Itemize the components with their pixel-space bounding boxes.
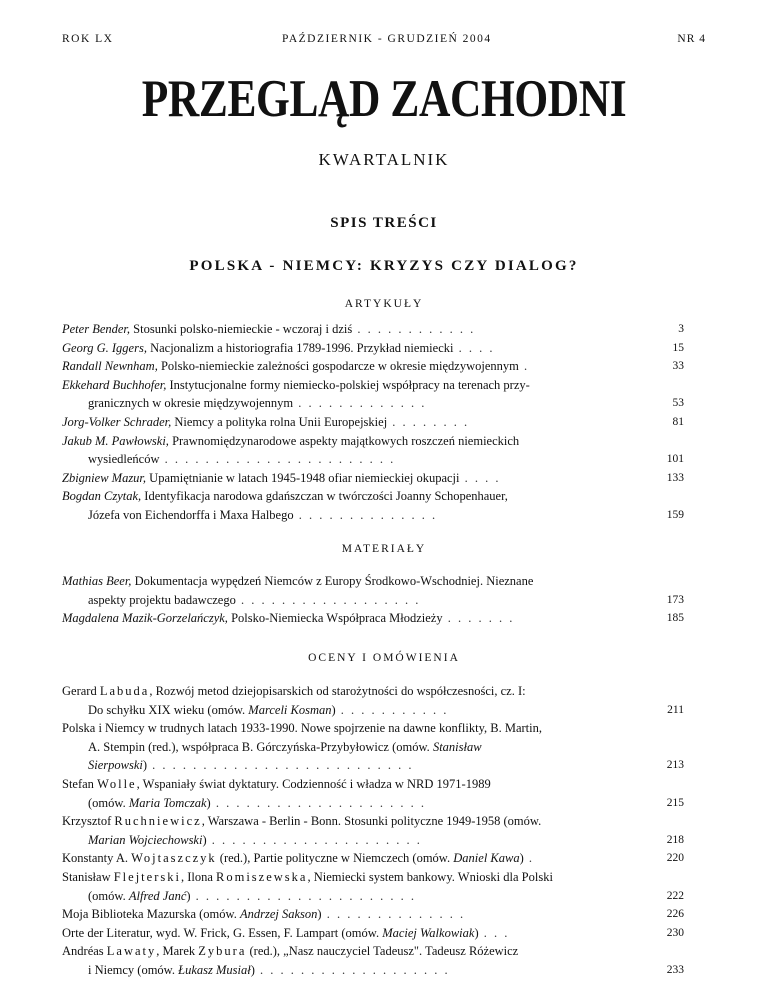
- entry-title-text: ): [206, 795, 211, 810]
- dot-leader: . . . . . . . . . . . . . . . . . . . . . . .: [159, 452, 396, 467]
- entry-title-text: Andréas: [62, 944, 107, 959]
- journal-title: PRZEGLĄD ZACHODNI: [141, 70, 627, 128]
- author-name: Sierpowski: [88, 758, 143, 773]
- dot-leader: . . . . . . . .: [387, 414, 470, 429]
- toc-entry-line: [62, 719, 684, 738]
- volume-label: ROK LX: [62, 33, 114, 45]
- page-number: 218: [666, 833, 684, 846]
- toc-entry-text: [62, 487, 684, 506]
- toc-entry-text: [62, 591, 684, 610]
- dot-leader: . . . . . . . . . . . . . . . . . . . . . .: [190, 888, 417, 903]
- toc-entry-line: [62, 357, 684, 376]
- toc-entry-text: [62, 924, 684, 943]
- page-number: 220: [666, 852, 684, 865]
- dot-leader: . . . . . . . . . . . . . . . . . . . . .: [206, 832, 422, 847]
- toc-entry-text: [62, 961, 684, 980]
- entry-title-text: aspekty projektu badawczego: [88, 592, 236, 607]
- toc-entry-line: [62, 339, 684, 358]
- entry-title-text: , Ilona: [180, 869, 217, 884]
- toc-entry-line: [62, 609, 684, 628]
- dot-leader: . . . . . . . . . . . . . . . . . .: [235, 592, 421, 607]
- page-number: 233: [666, 963, 684, 976]
- entry-title-text: ): [331, 702, 336, 717]
- toc-entry-line: [62, 905, 684, 924]
- entry-title-text: , Warszawa - Berlin - Bonn. Stosunki polityczne 1949-1958 (omów.: [201, 814, 542, 829]
- toc-entry-line: [62, 887, 684, 906]
- toc-entry-text: [62, 376, 684, 395]
- author-name: Bogdan Czytak,: [62, 489, 142, 504]
- author-surname: Wolle: [97, 776, 137, 791]
- entry-title-text: Stefan: [62, 776, 98, 791]
- toc-entry-line: [62, 794, 684, 813]
- author-name: Randall Newnham,: [62, 359, 158, 374]
- author-name: Marian Wojciechowski: [88, 832, 203, 847]
- entry-title-text: , Rozwój metod dziejopisarskich od starożytności do współczesności, cz. I:: [149, 684, 526, 698]
- page-number: 211: [667, 703, 684, 716]
- author-name: Jakub M. Pawłowski,: [62, 433, 169, 448]
- author-name: Zbigniew Mazur,: [62, 470, 147, 485]
- entry-title-text: , Niemiecki system bankowy. Wnioski dla Polski: [307, 869, 553, 884]
- dot-leader: . . . .: [453, 340, 495, 355]
- author-name: Jorg-Volker Schrader,: [62, 414, 172, 429]
- dot-leader: .: [523, 851, 535, 866]
- section-heading-reviews: OCENY I OMÓWIENIA: [308, 652, 460, 664]
- page-number: 185: [666, 612, 684, 625]
- journal-subtitle: KWARTALNIK: [318, 150, 450, 169]
- page-number: 230: [666, 926, 684, 939]
- dot-leader: . . . .: [459, 470, 501, 485]
- toc-entry-text: [62, 942, 684, 961]
- entry-title-text: wysiedleńców: [88, 452, 160, 467]
- contents-heading: SPIS TREŚCI: [330, 215, 438, 231]
- toc-entry-line: [62, 469, 684, 488]
- author-surname: Wojtaszczyk: [131, 851, 217, 866]
- entry-title-text: Upamiętnianie w latach 1945-1948 ofiar niemieckiej okupacji: [146, 470, 460, 485]
- toc-entry-line: [62, 572, 684, 591]
- author-name: Marceli Kosman: [248, 702, 332, 717]
- author-name: Maciej Walkowiak: [382, 925, 475, 940]
- author-surname: Zybura: [198, 944, 247, 959]
- page-number: 33: [672, 360, 684, 373]
- dot-leader: . . . . . . . . . . . .: [352, 322, 476, 336]
- toc-entry-line: [62, 738, 684, 757]
- page-number: 215: [666, 796, 684, 809]
- toc-entry-text: [62, 794, 684, 813]
- author-name: Peter Bender,: [62, 322, 131, 336]
- articles-list: [62, 320, 684, 525]
- toc-entry-text: [62, 320, 684, 339]
- toc-entry-line: [62, 487, 684, 506]
- toc-entry-text: [62, 719, 684, 738]
- toc-entry-line: [62, 682, 684, 701]
- page-number: 3: [678, 323, 684, 335]
- entry-title-text: Polsko-Niemiecka Współpraca Młodzieży: [227, 611, 443, 626]
- author-name: Georg G. Iggers,: [62, 340, 147, 355]
- entry-title-text: ): [519, 851, 524, 866]
- toc-entry-line: [62, 812, 684, 831]
- issue-date: PAŹDZIERNIK - GRUDZIEŃ 2004: [282, 33, 492, 45]
- toc-entry-text: [62, 432, 684, 451]
- dot-leader: .: [518, 359, 530, 374]
- dot-leader: . . . . . . . . . . . . .: [293, 396, 427, 411]
- dot-leader: . . . . . . . . . . . . . .: [293, 507, 438, 522]
- entry-title-text: Niemcy a polityka rolna Unii Europejskiej: [171, 414, 388, 429]
- author-name: Mathias Beer,: [62, 574, 132, 588]
- entry-title-text: Do schyłku XIX wieku (omów.: [88, 702, 249, 717]
- toc-entry-line: [62, 868, 684, 887]
- entry-title-text: ): [186, 888, 191, 903]
- entry-title-text: (omów.: [88, 888, 129, 903]
- toc-entry-text: [62, 905, 684, 924]
- entry-title-text: Dokumentacja wypędzeń Niemców z Europy Środkowo-Wschodniej. Nieznane: [131, 574, 534, 588]
- entry-title-text: Józefa von Eichendorffa i Maxa Halbego: [88, 507, 294, 522]
- toc-entry-text: [62, 738, 684, 757]
- dot-leader: . . . . . . . . . . . . . . . . . . . . . . . . . .: [147, 758, 414, 773]
- entry-title-text: Polsko-niemieckie zależności gospodarcze w okresie międzywojennym: [157, 359, 519, 374]
- author-name: Andrzej Sakson: [239, 907, 318, 922]
- toc-entry-line: [62, 376, 684, 395]
- entry-title-text: Konstanty A.: [62, 851, 132, 866]
- page-number: 133: [666, 471, 684, 484]
- entry-title-text: Instytucjonalne formy niemiecko-polskiej współpracy na terenach przy-: [166, 377, 530, 392]
- entry-title-text: granicznych w okresie międzywojennym: [88, 396, 294, 411]
- entry-title-text: Identyfikacja narodowa gdańszczan w twórczości Joanny Schopenhauer,: [141, 489, 508, 504]
- entry-title-text: ): [250, 962, 255, 977]
- author-name: Łukasz Musiał: [178, 962, 251, 977]
- toc-entry-text: [62, 701, 684, 720]
- toc-entry-text: [62, 413, 684, 432]
- toc-entry-line: [62, 320, 684, 339]
- page-number: 159: [666, 508, 684, 521]
- page-number: 222: [666, 889, 684, 902]
- entry-title-text: (omów.: [88, 795, 129, 810]
- toc-entry-text: [62, 756, 684, 775]
- toc-entry-text: [62, 868, 684, 887]
- entry-title-text: Gerard: [62, 684, 100, 698]
- toc-entry-text: [62, 357, 684, 376]
- author-surname: Ruchniewicz: [114, 814, 202, 829]
- entry-title-text: Prawnomiędzynarodowe aspekty majątkowych roszczeń niemieckich: [168, 433, 520, 448]
- toc-entry-line: [62, 849, 684, 868]
- toc-entry-text: [62, 469, 684, 488]
- dot-leader: . . . . . . . . . . . . . .: [321, 907, 466, 922]
- author-surname: Lawaty: [106, 944, 157, 959]
- dot-leader: . . . . . . . . . . . . . . . . . . .: [254, 962, 450, 977]
- issue-topic: POLSKA - NIEMCY: KRYZYS CZY DIALOG?: [189, 258, 579, 274]
- toc-entry-line: [62, 394, 684, 413]
- entry-title-text: A. Stempin (red.), współpraca B. Górczyńska-Przybyłowicz (omów.: [88, 739, 433, 754]
- author-surname: Flejterski: [113, 869, 181, 884]
- toc-entry-text: [62, 812, 684, 831]
- author-name: Stanisław: [432, 739, 482, 754]
- toc-entry-text: [62, 609, 684, 628]
- toc-entry-line: [62, 924, 684, 943]
- entry-title-text: Orte der Literatur, wyd. W. Frick, G. Essen, F. Lampart (omów.: [62, 925, 383, 940]
- toc-entry-line: [62, 591, 684, 610]
- toc-entry-line: [62, 756, 684, 775]
- toc-entry-text: [62, 394, 684, 413]
- entry-title-text: (red.), Partie polityczne w Niemczech (omów.: [216, 851, 454, 866]
- dot-leader: . . . . . . .: [442, 611, 515, 626]
- section-heading-materials: MATERIAŁY: [341, 543, 427, 555]
- toc-entry-text: [62, 831, 684, 850]
- entry-title-text: Nacjonalizm a historiografia 1789-1996. Przykład niemiecki: [146, 340, 454, 355]
- toc-entry-text: [62, 849, 684, 868]
- toc-entry-line: [62, 701, 684, 720]
- toc-entry-text: [62, 887, 684, 906]
- toc-entry-line: [62, 432, 684, 451]
- author-name: Ekkehard Buchhofer,: [62, 377, 167, 392]
- reviews-list: [62, 682, 684, 980]
- entry-title-text: ): [474, 925, 479, 940]
- toc-entry-line: [62, 506, 684, 525]
- entry-title-text: Moja Biblioteka Mazurska (omów.: [62, 907, 240, 922]
- toc-entry-line: [62, 775, 684, 794]
- entry-title-text: , Marek: [156, 944, 199, 959]
- page-number: 226: [666, 908, 684, 921]
- dot-leader: . . . . . . . . . . . . . . . . . . . . .: [210, 795, 426, 810]
- entry-title-text: ): [142, 758, 148, 773]
- author-name: Magdalena Mazik-Gorzelańczyk,: [62, 611, 228, 626]
- entry-title-text: Polska i Niemcy w trudnych latach 1933-1990. Nowe spojrzenie na dawne konflikty, B. Martin,: [62, 721, 542, 736]
- materials-list: [62, 572, 684, 628]
- dot-leader: . . . . . . . . . . .: [335, 702, 449, 717]
- entry-title-text: Stosunki polsko-niemieckie - wczoraj i dziś: [130, 322, 353, 336]
- page-number: 81: [672, 415, 684, 428]
- toc-entry-line: [62, 413, 684, 432]
- entry-title-text: , Wspaniały świat dyktatury. Codzienność i władza w NRD 1971-1989: [136, 776, 491, 791]
- page-number: 15: [672, 341, 684, 354]
- author-name: Maria Tomczak: [128, 795, 207, 810]
- toc-entry-text: [62, 682, 684, 701]
- page-number: 53: [672, 397, 684, 410]
- section-heading-articles: ARTYKUŁY: [344, 298, 424, 310]
- page-number: 213: [666, 759, 684, 772]
- author-name: Daniel Kawa: [453, 851, 520, 866]
- author-surname: Romiszewska: [216, 869, 308, 884]
- toc-entry-line: [62, 831, 684, 850]
- author-name: Alfred Janć: [128, 888, 187, 903]
- toc-entry-text: [62, 506, 684, 525]
- entry-title-text: ): [317, 907, 322, 922]
- toc-entry-text: [62, 572, 684, 591]
- issue-number: NR 4: [677, 33, 706, 45]
- entry-title-text: (red.), „Nasz nauczyciel Tadeusz". Tadeusz Różewicz: [246, 944, 519, 959]
- entry-title-text: ): [202, 832, 207, 847]
- author-surname: Labuda: [99, 684, 150, 698]
- entry-title-text: i Niemcy (omów.: [88, 962, 179, 977]
- toc-entry-line: [62, 961, 684, 980]
- toc-entry-text: [62, 775, 684, 794]
- entry-title-text: Stanisław: [62, 869, 114, 884]
- toc-entry-text: [62, 339, 684, 358]
- toc-entry-line: [62, 450, 684, 469]
- toc-entry-text: [62, 450, 684, 469]
- toc-entry-line: [62, 942, 684, 961]
- page-number: 101: [666, 453, 684, 466]
- entry-title-text: Krzysztof: [62, 814, 115, 829]
- dot-leader: . . .: [478, 925, 510, 940]
- page-number: 173: [666, 593, 684, 606]
